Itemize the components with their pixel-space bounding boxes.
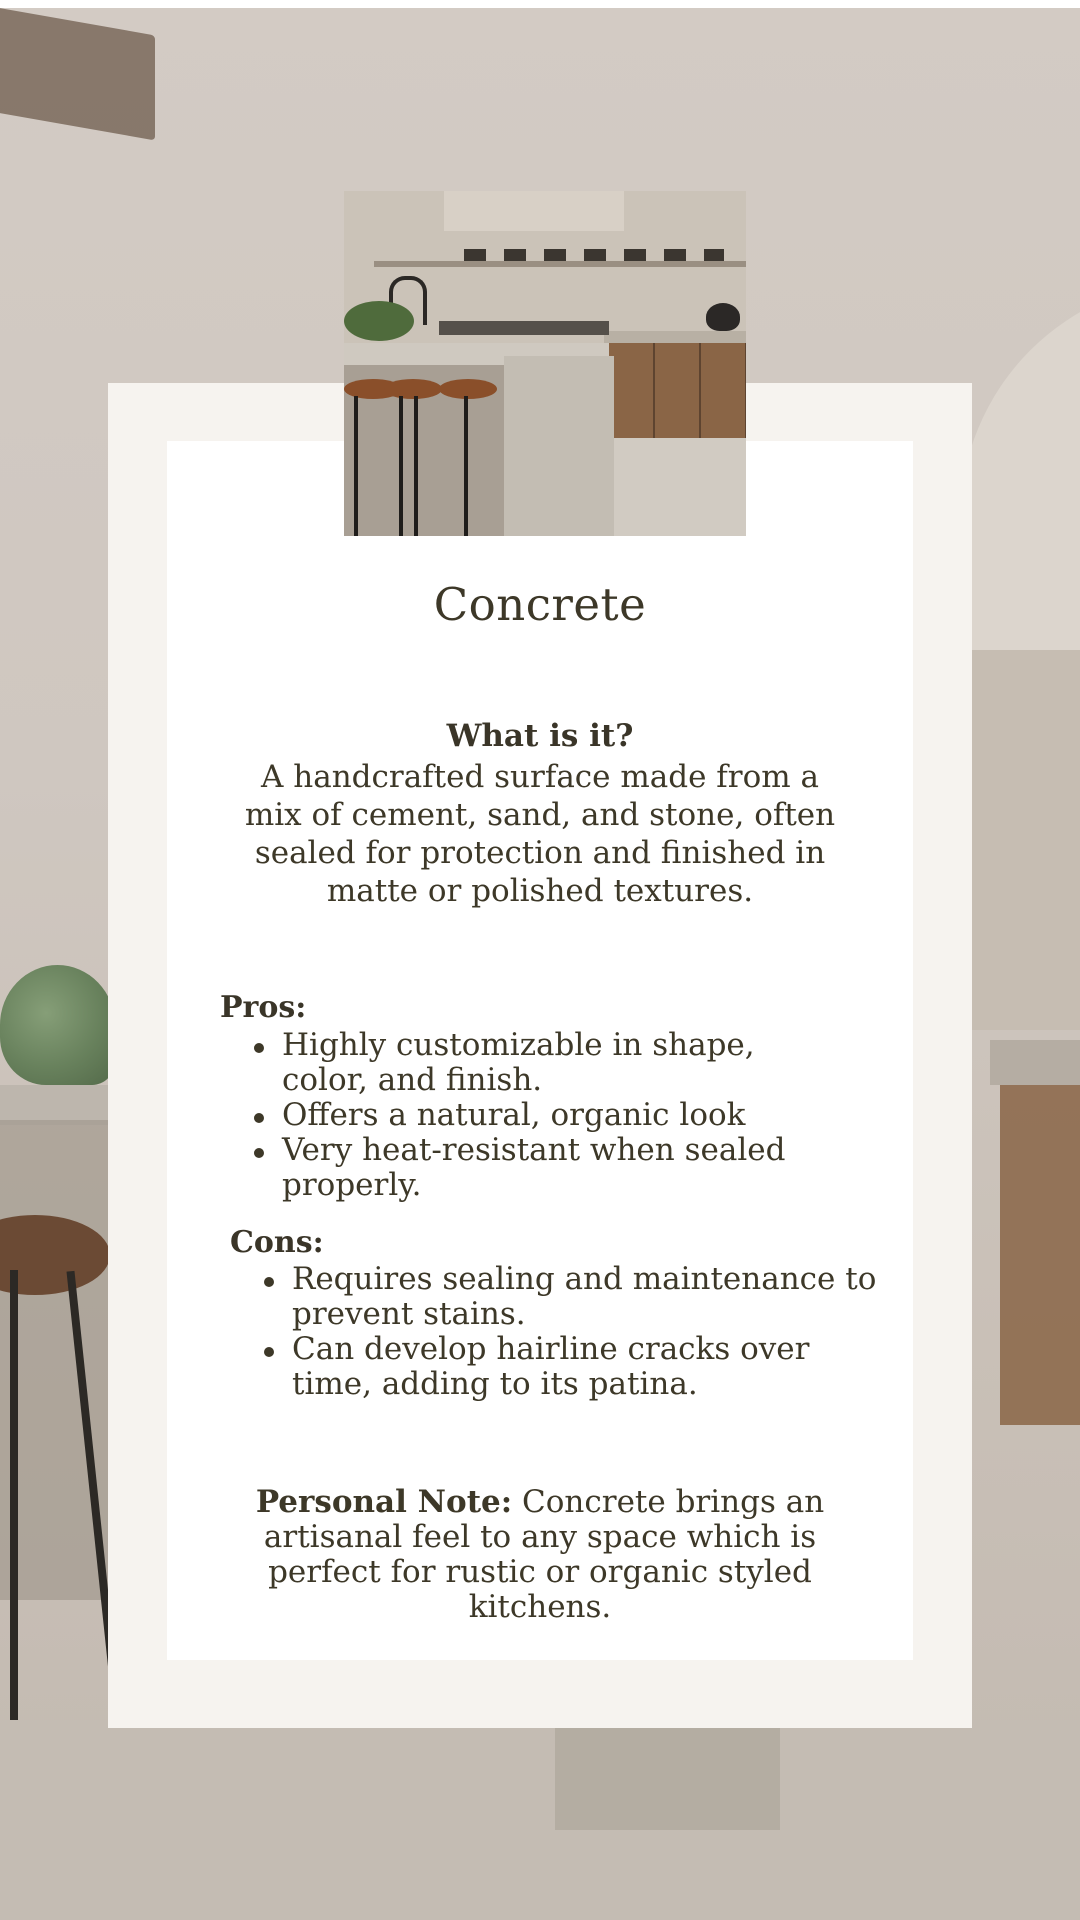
ceiling-beam [0,5,155,141]
cons-item-text: Can develop hairline cracks over time, adding to its patina. [292,1331,810,1402]
background-right-cabinet [1000,1085,1080,1425]
background-floor [0,1720,1080,1920]
bullet-icon [264,1277,274,1287]
list-item [250,1028,850,1098]
personal-note-text: Concrete brings an artisanal feel to any space which is perfect for rustic or organic styled kitchens. [263,1484,825,1625]
list-item [260,1332,880,1402]
list-item [250,1133,850,1203]
what-is-it-description: A handcrafted surface made from a mix of cement, sand, and stone, often sealed for protection and finished in matte or polished textures. [244,759,836,909]
top-strip [0,0,1080,8]
pros-item-text: Highly customizable in shape, color, and finish. [282,1027,755,1098]
personal-note [230,1485,850,1625]
kitchen-photo [344,191,746,536]
bullet-icon [254,1113,264,1123]
background-right-counter [990,1040,1080,1085]
pros-heading: Pros: [220,990,307,1025]
cons-item-text: Requires sealing and maintenance to prevent stains. [292,1261,877,1332]
background-island [555,1725,780,1830]
cons-list [260,1262,880,1402]
cons-heading: Cons: [230,1225,324,1260]
list-item [260,1262,880,1332]
list-item [250,1098,850,1133]
pros-item-text: Offers a natural, organic look [282,1097,746,1133]
background-shelf-block [960,650,1080,1030]
background-plant [0,965,115,1085]
background-counter-top [0,1085,120,1125]
card-title: Concrete [433,578,647,631]
background-stool-leg [10,1270,18,1720]
pros-list [250,1028,850,1203]
bullet-icon [264,1347,274,1357]
bullet-icon [254,1043,264,1053]
bullet-icon [254,1148,264,1158]
personal-note-label: Personal Note: [255,1484,513,1520]
what-is-it-heading: What is it? [446,718,634,754]
pros-item-text: Very heat-resistant when sealed properly. [282,1132,786,1203]
